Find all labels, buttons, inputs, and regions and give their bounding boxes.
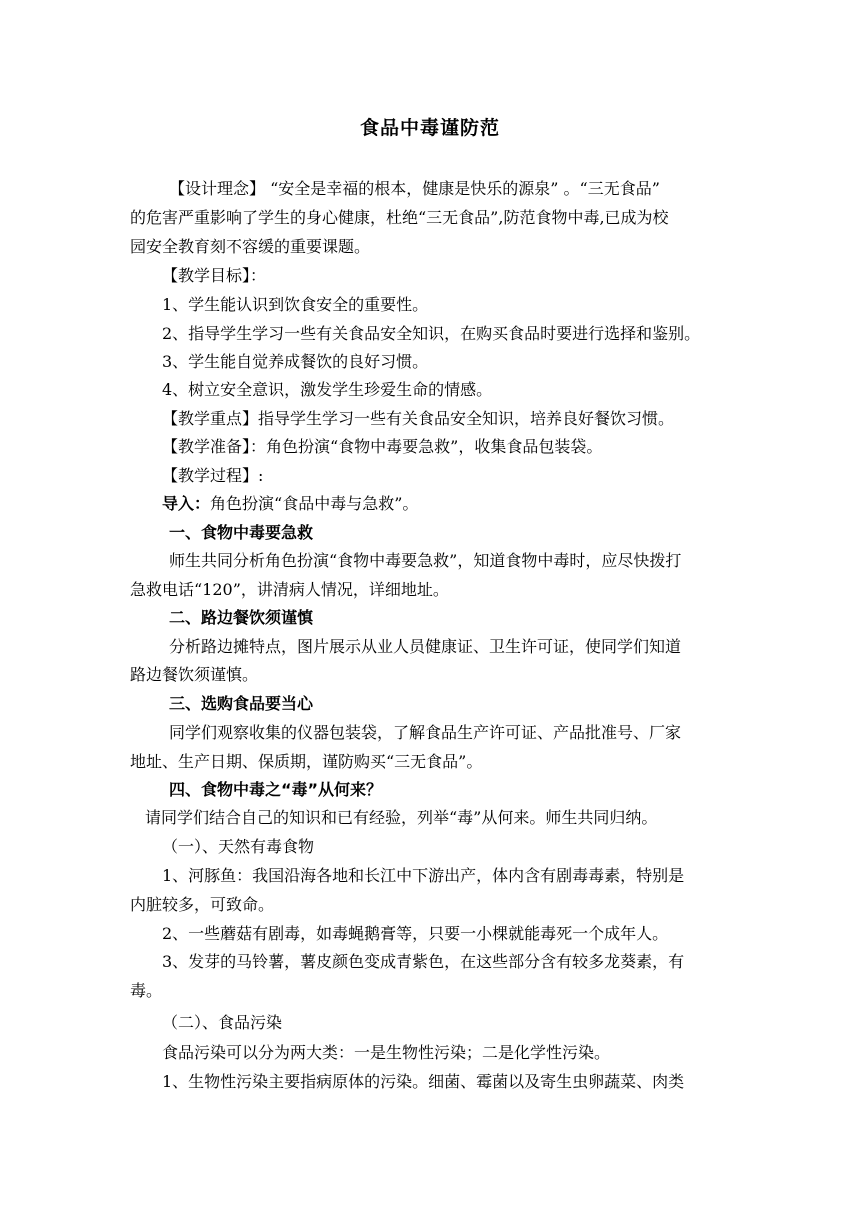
paragraph-line: 【教学准备】：角色扮演“食物中毒要急救”，收集食品包装袋。 (162, 437, 603, 456)
section-heading: 二、路边餐饮须谨慎 (169, 608, 314, 627)
section-heading: 一、食物中毒要急救 (169, 523, 314, 542)
paragraph-line: 园安全教育刻不容缓的重要课题。 (130, 237, 371, 256)
paragraph-line: 地址、生产日期、保质期，谨防购买“三无食品”。 (130, 752, 483, 771)
list-item: 4、树立安全意识，激发学生珍爱生命的情感。 (162, 380, 493, 399)
list-item: 1、生物性污染主要指病原体的污染。细菌、霉菌以及寄生虫卵蔬菜、肉类 (162, 1072, 685, 1091)
section-heading: 【教学目标】： (162, 266, 267, 285)
list-item: 1、学生能认识到饮食安全的重要性。 (162, 295, 429, 314)
paragraph-line: 师生共同分析角色扮演“食物中毒要急救”，知道食物中毒时，应尽快拨打 (169, 551, 682, 570)
section-heading: 四、食物中毒之“毒”从何来？ (169, 780, 383, 799)
paragraph-line: 【设计理念】 “安全是幸福的根本，健康是快乐的源泉” 。“三无食品” (169, 179, 660, 198)
paragraph-line: 急救电话“120”，讲清病人情况，详细地址。 (130, 580, 449, 599)
paragraph-line: 同学们观察收集的仪器包装袋，了解食品生产许可证、产品批准号、厂家 (169, 723, 682, 742)
paragraph-line (162, 492, 762, 516)
paragraph-line: 【教学重点】指导学生学习一些有关食品安全知识，培养良好餐饮习惯。 (162, 409, 675, 428)
intro-text: 角色扮演“食品中毒与急救”。 (210, 494, 419, 513)
list-item: 3、发芽的马铃薯，薯皮颜色变成青紫色，在这些部分含有较多龙葵素，有 (162, 952, 685, 971)
list-item: 2、一些蘑菇有剧毒，如毒蝇鹅膏等，只要一小棵就能毒死一个成年人。 (162, 924, 669, 943)
paragraph-line: 分析路边摊特点，图片展示从业人员健康证、卫生许可证，使同学们知道 (169, 637, 682, 656)
paragraph-line: 请同学们结合自己的知识和已有经验，列举“毒”从何来。师生共同归纳。 (145, 808, 658, 827)
list-item: 内脏较多，可致命。 (130, 895, 275, 914)
list-item: 2、指导学生学习一些有关食品安全知识，在购买食品时要进行选择和鉴别。 (162, 324, 701, 343)
list-item: 1、河豚鱼：我国沿海各地和长江中下游出产，体内含有剧毒毒素，特别是 (162, 866, 685, 885)
list-item: 毒。 (130, 981, 163, 1000)
subsection-heading: （一）、天然有毒食物 (162, 837, 315, 856)
paragraph-line: 食品污染可以分为两大类：一是生物性污染；二是化学性污染。 (162, 1043, 611, 1062)
paragraph-line: 的危害严重影响了学生的身心健康，杜绝“三无食品”,防范食物中毒,已成为校 (130, 208, 669, 227)
subsection-heading: （二）、食品污染 (162, 1013, 283, 1032)
section-heading: 【教学过程】: (162, 466, 264, 485)
document-title: 食品中毒谨防范 (359, 117, 500, 139)
intro-label: 导入： (162, 494, 211, 513)
list-item: 3、学生能自觉养成餐饮的良好习惯。 (162, 352, 429, 371)
paragraph-line: 路边餐饮须谨慎。 (130, 665, 259, 684)
section-heading: 三、选购食品要当心 (169, 694, 314, 713)
